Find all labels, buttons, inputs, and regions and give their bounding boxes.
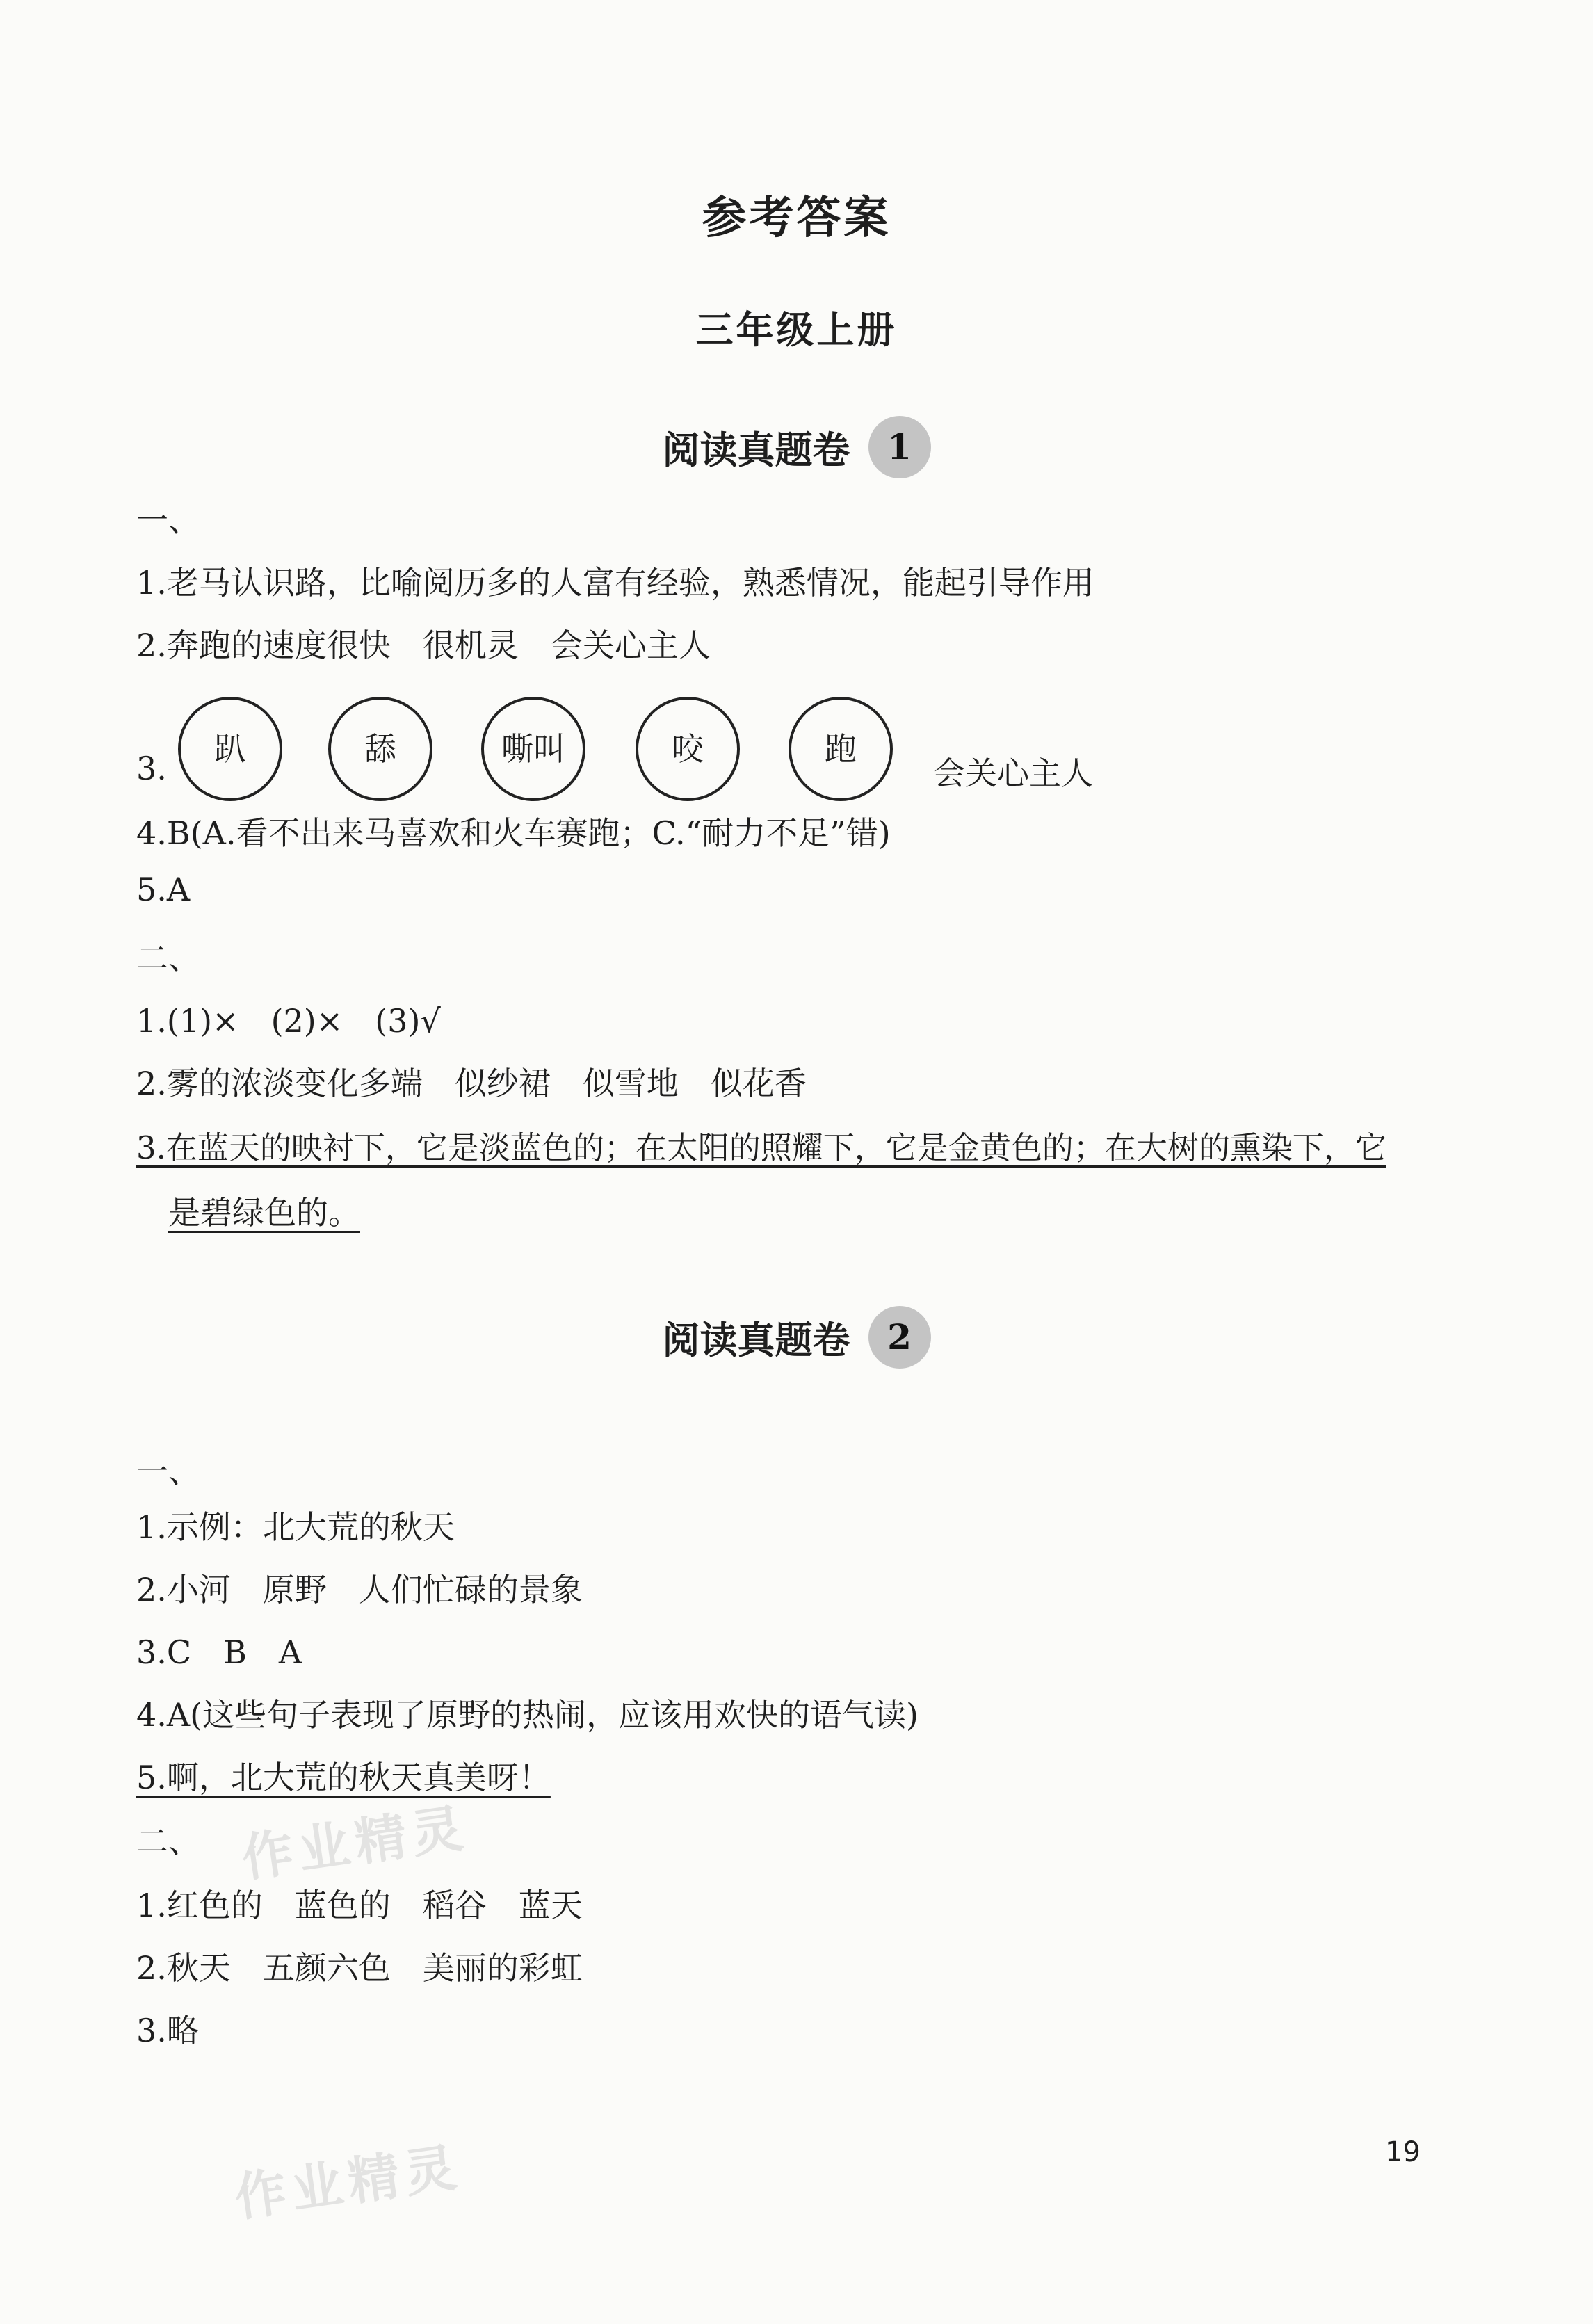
section-1-heading [0, 416, 1593, 478]
circled-word-1: 趴 [178, 697, 282, 801]
s2-answer-4: 4.A(这些句子表现了原野的热闹，应该用欢快的语气读) [136, 1696, 919, 1734]
circled-word-2: 舔 [328, 697, 432, 801]
page-number: 19 [1385, 2136, 1421, 2168]
s2-answer-2: 2.小河 原野 人们忙碌的景象 [136, 1571, 583, 1608]
s1-answer-1: 1.老马认识路，比喻阅历多的人富有经验，熟悉情况，能起引导作用 [136, 564, 1094, 602]
s2-answer-5: 5.啊，北大荒的秋天真美呀！ [136, 1759, 551, 1796]
s1-answer-3-number: 3. [136, 750, 167, 787]
s2-p2-answer-3: 3.略 [136, 2012, 199, 2049]
s2-part-1-label: 一、 [136, 1453, 200, 1490]
s1-part-1-label: 一、 [136, 501, 200, 539]
section-1-heading-text: 阅读真题卷 [662, 428, 850, 472]
circled-word-4: 咬 [636, 697, 740, 801]
page-title: 参考答案 [702, 193, 891, 244]
circled-word-5: 跑 [789, 697, 893, 801]
grade-subtitle: 三年级上册 [695, 308, 898, 352]
s1-p2-answer-3-line2: 是碧绿色的。 [168, 1194, 360, 1232]
section-2-heading [0, 1306, 1593, 1369]
section-2-heading-text: 阅读真题卷 [662, 1318, 850, 1362]
s2-answer-1: 1.示例：北大荒的秋天 [136, 1508, 455, 1546]
s2-p2-answer-1: 1.红色的 蓝色的 稻谷 蓝天 [136, 1887, 583, 1924]
s1-p2-answer-2: 2.雾的浓淡变化多端 似纱裙 似雪地 似花香 [136, 1065, 807, 1102]
s1-answer-4: 4.B(A.看不出来马喜欢和火车赛跑；C.“耐力不足”错) [136, 814, 891, 852]
s2-answer-3: 3.C B A [136, 1633, 302, 1671]
section-1-number-badge: 1 [868, 416, 931, 478]
watermark-2: 作业精灵 [231, 2137, 466, 2229]
s1-p2-answer-3-line1: 3.在蓝天的映衬下，它是淡蓝色的；在太阳的照耀下，它是金黄色的；在大树的熏染下，它 [136, 1129, 1386, 1166]
s1-answer-3-tail: 会关心主人 [933, 755, 1093, 792]
s1-part-2-label: 二、 [136, 939, 200, 977]
s2-p2-answer-2: 2.秋天 五颜六色 美丽的彩虹 [136, 1949, 583, 1987]
s1-p2-answer-1: 1.(1)× (2)× (3)√ [136, 1002, 441, 1040]
s1-answer-5: 5.A [136, 871, 191, 908]
s1-answer-2: 2.奔跑的速度很快 很机灵 会关心主人 [136, 627, 711, 664]
watermark-1: 作业精灵 [238, 1798, 473, 1889]
s2-part-2-label: 二、 [136, 1823, 200, 1860]
section-2-number-badge: 2 [868, 1306, 931, 1369]
circled-word-3: 嘶叫 [481, 697, 585, 801]
